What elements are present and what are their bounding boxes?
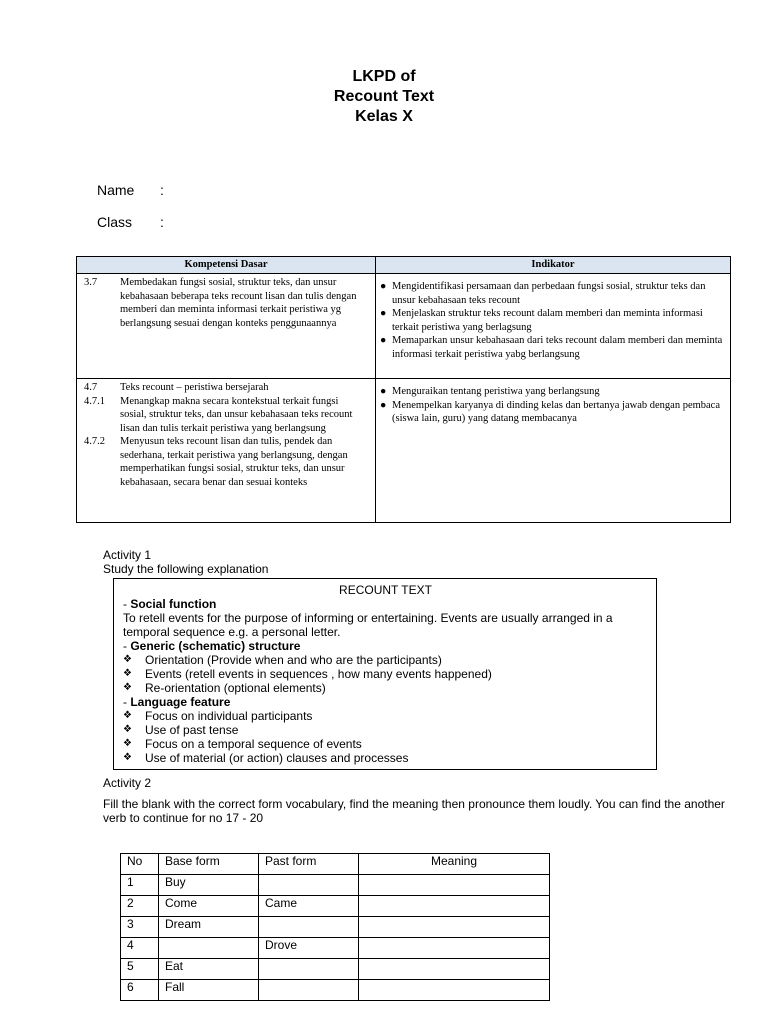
kompetensi-header-row (77, 257, 731, 274)
activity1-label: Activity 1 (103, 548, 152, 562)
list-item (380, 280, 730, 307)
kd-number: 4.7.2 (84, 436, 105, 447)
kd-entry (77, 395, 375, 436)
kd-text: Menyusun teks recount lisan dan tulis, pendek dan sederhana, terkait peristiwa yang berlangsung, dengan memperhatikan fungsi sosial, struktur teks, dan unsur kebahasaan, secara benar dan sesuai konteks (120, 436, 348, 488)
bullet-icon: ● (380, 308, 387, 319)
bullet-icon: ● (380, 281, 387, 292)
title-line: LKPD of (352, 68, 416, 85)
kd-text: Menangkap makna secara kontekstual terkait fungsi sosial, struktur teks, dan unsur kebahasaan teks recount lisan dan tulis terkait peristiwa yang berlangsung (120, 395, 353, 434)
base-form-header: Base form (159, 854, 259, 875)
no-cell[interactable]: 4 (121, 938, 159, 959)
table-row (77, 274, 731, 379)
title-line: Recount Text (333, 88, 435, 105)
dash-glyph: - (123, 597, 131, 611)
past-form-header: Past form (259, 854, 359, 875)
meaning-cell[interactable] (359, 875, 550, 896)
section-heading (123, 597, 648, 611)
table-row (121, 980, 550, 1001)
kd-number: 4.7.1 (84, 395, 105, 407)
table-row (121, 896, 550, 917)
kd-text: Teks recount – peristiwa bersejarah (120, 382, 269, 393)
indikator-cell (376, 379, 731, 523)
diamond-bullet-icon: ❖ (123, 738, 132, 749)
indikator-cell (376, 274, 731, 379)
past-form-cell[interactable]: Came (259, 896, 359, 917)
past-form-cell[interactable] (259, 959, 359, 980)
section-heading (123, 639, 648, 653)
meaning-cell[interactable] (359, 917, 550, 938)
bullet-icon: ● (380, 386, 387, 397)
list-item-text: Orientation (Provide when and who are the participants) (145, 653, 442, 667)
no-cell[interactable]: 1 (121, 875, 159, 896)
title-line: Kelas X (355, 108, 413, 125)
list-item (380, 307, 730, 334)
past-form-cell[interactable] (259, 980, 359, 1001)
section-heading (123, 695, 648, 709)
kd-entry (77, 435, 375, 489)
base-form-cell[interactable]: Come (159, 896, 259, 917)
base-form-cell[interactable] (159, 938, 259, 959)
past-form-cell[interactable]: Drove (259, 938, 359, 959)
table-row (77, 379, 731, 523)
diamond-bullet-icon: ❖ (123, 752, 132, 763)
class-separator: : (160, 214, 164, 230)
past-form-cell[interactable] (259, 875, 359, 896)
bullet-icon: ● (380, 399, 387, 411)
activity2-instruction: Fill the blank with the correct form vocabulary, find the meaning then pronounce them loudly. You can find the another verb to continue for no 17 - 20 (103, 797, 725, 825)
list-item (380, 385, 730, 399)
base-form-cell[interactable]: Dream (159, 917, 259, 938)
dash-glyph: - (123, 695, 131, 709)
no-cell[interactable]: 3 (121, 917, 159, 938)
diamond-bullet-icon: ❖ (123, 668, 132, 679)
list-item (123, 751, 648, 765)
indikator-list (376, 274, 730, 361)
activity1-instruction: Study the following explanation (103, 562, 269, 576)
meaning-cell[interactable] (359, 980, 550, 1001)
base-form-cell[interactable]: Buy (159, 875, 259, 896)
no-cell[interactable]: 2 (121, 896, 159, 917)
list-item (123, 737, 648, 751)
indikator-text: Memaparkan unsur kebahasaan dari teks recount dalam memberi dan meminta informasi terkait peristiwa yabg berlangsung (392, 335, 723, 360)
list-item-text: Use of material (or action) clauses and processes (145, 751, 409, 765)
kd-entry (77, 274, 375, 330)
indikator-text: Menguraikan tentang peristiwa yang berlangsung (392, 386, 600, 397)
diamond-bullet-icon: ❖ (123, 654, 132, 665)
section-heading-text: Social function (130, 597, 217, 611)
list-item-text: Focus on individual participants (145, 709, 313, 723)
diamond-bullet-icon: ❖ (123, 724, 132, 735)
base-form-cell[interactable]: Fall (159, 980, 259, 1001)
section-heading-text: Generic (schematic) structure (130, 639, 301, 653)
section-body: To retell events for the purpose of informing or entertaining. Events are usually arranged in a temporal sequence e.g. a personal letter. (123, 611, 613, 639)
kompetensi-header: Kompetensi Dasar (77, 257, 376, 274)
list-item (123, 709, 648, 723)
indikator-text: Mengidentifikasi persamaan dan perbedaan fungsi sosial, struktur teks dan unsur kebahasaan teks recount (392, 281, 706, 306)
list-item (380, 334, 730, 361)
past-form-cell[interactable] (259, 917, 359, 938)
list-item (123, 653, 648, 667)
kd-entry (77, 379, 375, 395)
kompetensi-table (76, 256, 731, 523)
list-item-text: Events (retell events in sequences , how many events happened) (145, 667, 492, 681)
kd-cell (77, 274, 376, 379)
indikator-header: Indikator (376, 257, 731, 274)
indikator-text: Menjelaskan struktur teks recount dalam memberi dan meminta informasi terkait peristiwa yang berlagsung (392, 308, 703, 333)
list-item (123, 681, 648, 695)
document-title (0, 67, 768, 127)
recount-text-box (113, 578, 657, 770)
class-field (97, 214, 164, 230)
list-item (123, 723, 648, 737)
indikator-text: Menempelkan karyanya di dinding kelas dan bertanya jawab dengan pembaca (siswa lain, guru) yang datang membacanya (392, 399, 720, 424)
meaning-cell[interactable] (359, 896, 550, 917)
diamond-bullet-icon: ❖ (123, 682, 132, 693)
table-row (121, 959, 550, 980)
kd-cell (77, 379, 376, 523)
meaning-header: Meaning (359, 854, 550, 875)
vocabulary-table (120, 853, 550, 1001)
meaning-cell[interactable] (359, 959, 550, 980)
table-row (121, 875, 550, 896)
base-form-cell[interactable]: Eat (159, 959, 259, 980)
no-cell[interactable]: 5 (121, 959, 159, 980)
no-cell[interactable]: 6 (121, 980, 159, 1001)
list-item-text: Re-orientation (optional elements) (145, 681, 326, 695)
class-label: Class (97, 214, 133, 230)
section-heading-text: Language feature (130, 695, 231, 709)
dash-glyph: - (123, 639, 131, 653)
name-label: Name (97, 182, 135, 198)
kd-text: Membedakan fungsi sosial, struktur teks, dan unsur kebahasaan beberapa teks recount lisan dan tulis dengan memberi dan meminta informasi terkait peristiwa yg berlangsung sesuai dengan konteks penggunaannya (120, 277, 357, 329)
recount-box-title: RECOUNT TEXT (339, 583, 432, 597)
name-separator: : (160, 182, 164, 198)
activity2-label: Activity 2 (103, 776, 152, 790)
kd-number: 4.7 (84, 382, 98, 393)
meaning-cell[interactable] (359, 938, 550, 959)
diamond-bullet-icon: ❖ (123, 710, 132, 721)
name-field (97, 182, 164, 198)
list-item-text: Focus on a temporal sequence of events (145, 737, 362, 751)
kd-number: 3.7 (84, 277, 98, 288)
list-item (380, 399, 730, 426)
list-item (123, 667, 648, 681)
list-item-text: Use of past tense (145, 723, 239, 737)
vocab-header-row (121, 854, 550, 875)
bullet-icon: ● (380, 335, 387, 346)
indikator-list (376, 379, 730, 426)
no-header: No (121, 854, 159, 875)
table-row (121, 938, 550, 959)
table-row (121, 917, 550, 938)
